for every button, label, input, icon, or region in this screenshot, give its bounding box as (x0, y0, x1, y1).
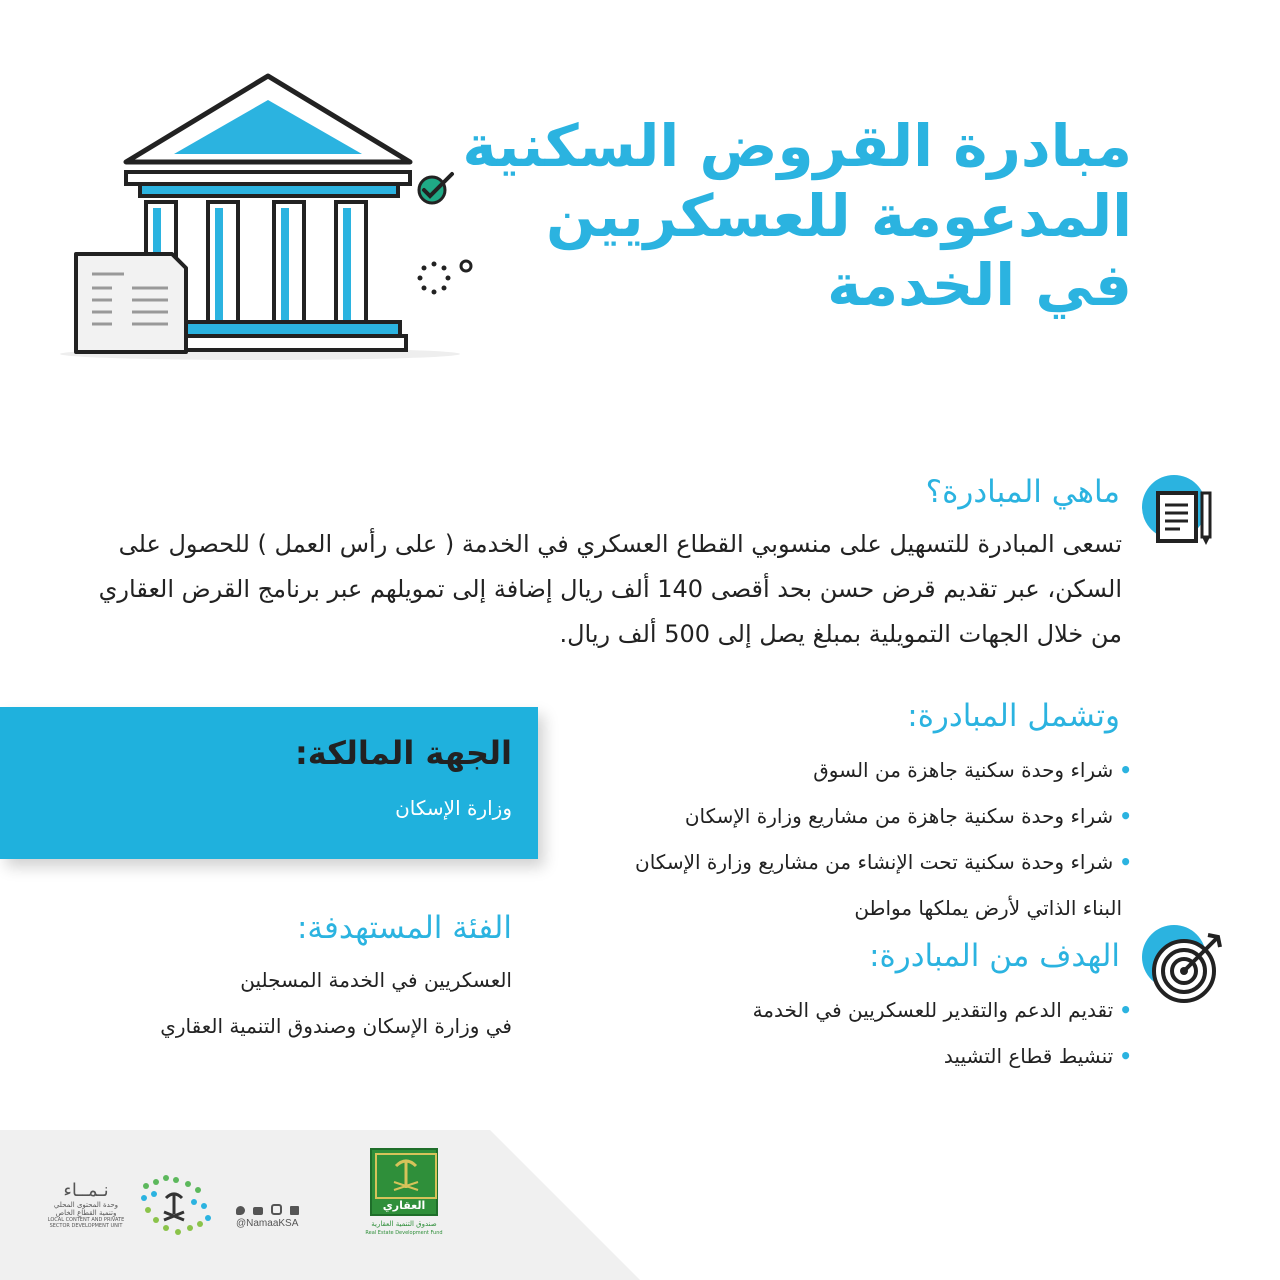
includes-item-3: •شراء وحدة سكنية تحت الإنشاء من مشاريع وزارة الإسكان (635, 850, 1132, 874)
target-arrow-icon (1146, 927, 1230, 1011)
namaa-ar-2: وتنمية القطاع الخاص (55, 1209, 117, 1217)
instagram-icon[interactable] (271, 1204, 282, 1215)
goal-heading: الهدف من المبادرة: (869, 938, 1120, 974)
document-pen-icon (1150, 487, 1230, 567)
fund-name-en: Real Estate Development Fund (365, 1230, 443, 1236)
includes-item-1-text: شراء وحدة سكنية جاهزة من السوق (813, 758, 1114, 782)
fund-logo-name: العقاري (382, 1199, 426, 1212)
target-icon-badge (1142, 925, 1206, 989)
title-line-2: المدعومة للعسكريين (546, 181, 1132, 250)
check-circle-icon (419, 174, 452, 203)
social-handle[interactable]: @NamaaKSA (236, 1218, 299, 1229)
includes-item-2: •شراء وحدة سكنية جاهزة من مشاريع وزارة الإسكان (684, 804, 1132, 828)
includes-heading: وتشمل المبادرة: (907, 698, 1120, 734)
includes-item-2-text: شراء وحدة سكنية جاهزة من مشاريع وزارة الإسكان (684, 804, 1114, 828)
document-pen-icon-badge (1142, 475, 1206, 539)
namaa-logo-text: نـمــاء (63, 1180, 109, 1201)
goal-item-2-text: تنشيط قطاع التشييد (943, 1044, 1114, 1068)
target-line-2: في وزارة الإسكان وصندوق التنمية العقاري (160, 1014, 512, 1038)
linkedin-icon[interactable] (290, 1206, 299, 1215)
namaa-en-1: LOCAL CONTENT AND PRIVATE (47, 1217, 125, 1223)
owner-box (0, 707, 538, 859)
goal-item-1-text: تقديم الدعم والتقدير للعسكريين في الخدمة (752, 998, 1114, 1022)
namaa-logo (40, 1180, 132, 1229)
fund-name-ar: صندوق التنمية العقارية (371, 1220, 437, 1228)
what-heading: ماهي المبادرة؟ (925, 474, 1120, 510)
title-line-3: في الخدمة (827, 251, 1132, 320)
youtube-icon[interactable] (253, 1207, 263, 1215)
twitter-icon[interactable] (236, 1206, 245, 1215)
includes-item-3-text: شراء وحدة سكنية تحت الإنشاء من مشاريع وزارة الإسكان (635, 850, 1114, 874)
bank-building-icon (40, 68, 480, 368)
goal-item-2: •تنشيط قطاع التشييد (943, 1044, 1132, 1068)
includes-item-1: •شراء وحدة سكنية جاهزة من السوق (813, 758, 1132, 782)
goal-item-1: •تقديم الدعم والتقدير للعسكريين في الخدمة (752, 998, 1132, 1022)
namaa-en-2: SECTOR DEVELOPMENT UNIT (49, 1223, 123, 1229)
target-heading: الفئة المستهدفة: (296, 910, 512, 946)
what-body: تسعى المبادرة للتسهيل على منسوبي القطاع العسكري في الخدمة ( على رأس العمل ) للحصول على السكن، عبر تقديم قرض حسن بحد أقصى 140 ألف ريال إضافة إلى تمويلهم عبر برنامج القرض العقاري من خلال الجهات التمويلية بمبلغ يصل إلى 500 ألف ريال. (98, 530, 1122, 648)
namaa-logo-icon (136, 1172, 216, 1242)
owner-value: وزارة الإسكان (395, 796, 512, 820)
social-icons (236, 1204, 299, 1218)
document-icon (76, 254, 186, 352)
fund-logo-icon (370, 1148, 438, 1216)
target-line-1: العسكريين في الخدمة المسجلين (240, 968, 512, 992)
fund-logo (365, 1148, 443, 1244)
includes-item-4-text: البناء الذاتي لأرض يملكها مواطن (854, 896, 1122, 920)
title-line-1: مبادرة القروض السكنية (462, 112, 1132, 180)
includes-item-4 (854, 896, 1122, 920)
page-title (462, 112, 1132, 321)
owner-heading: الجهة المالكة: (295, 734, 512, 772)
namaa-ar-1: وحدة المحتوى المحلي (53, 1201, 119, 1209)
